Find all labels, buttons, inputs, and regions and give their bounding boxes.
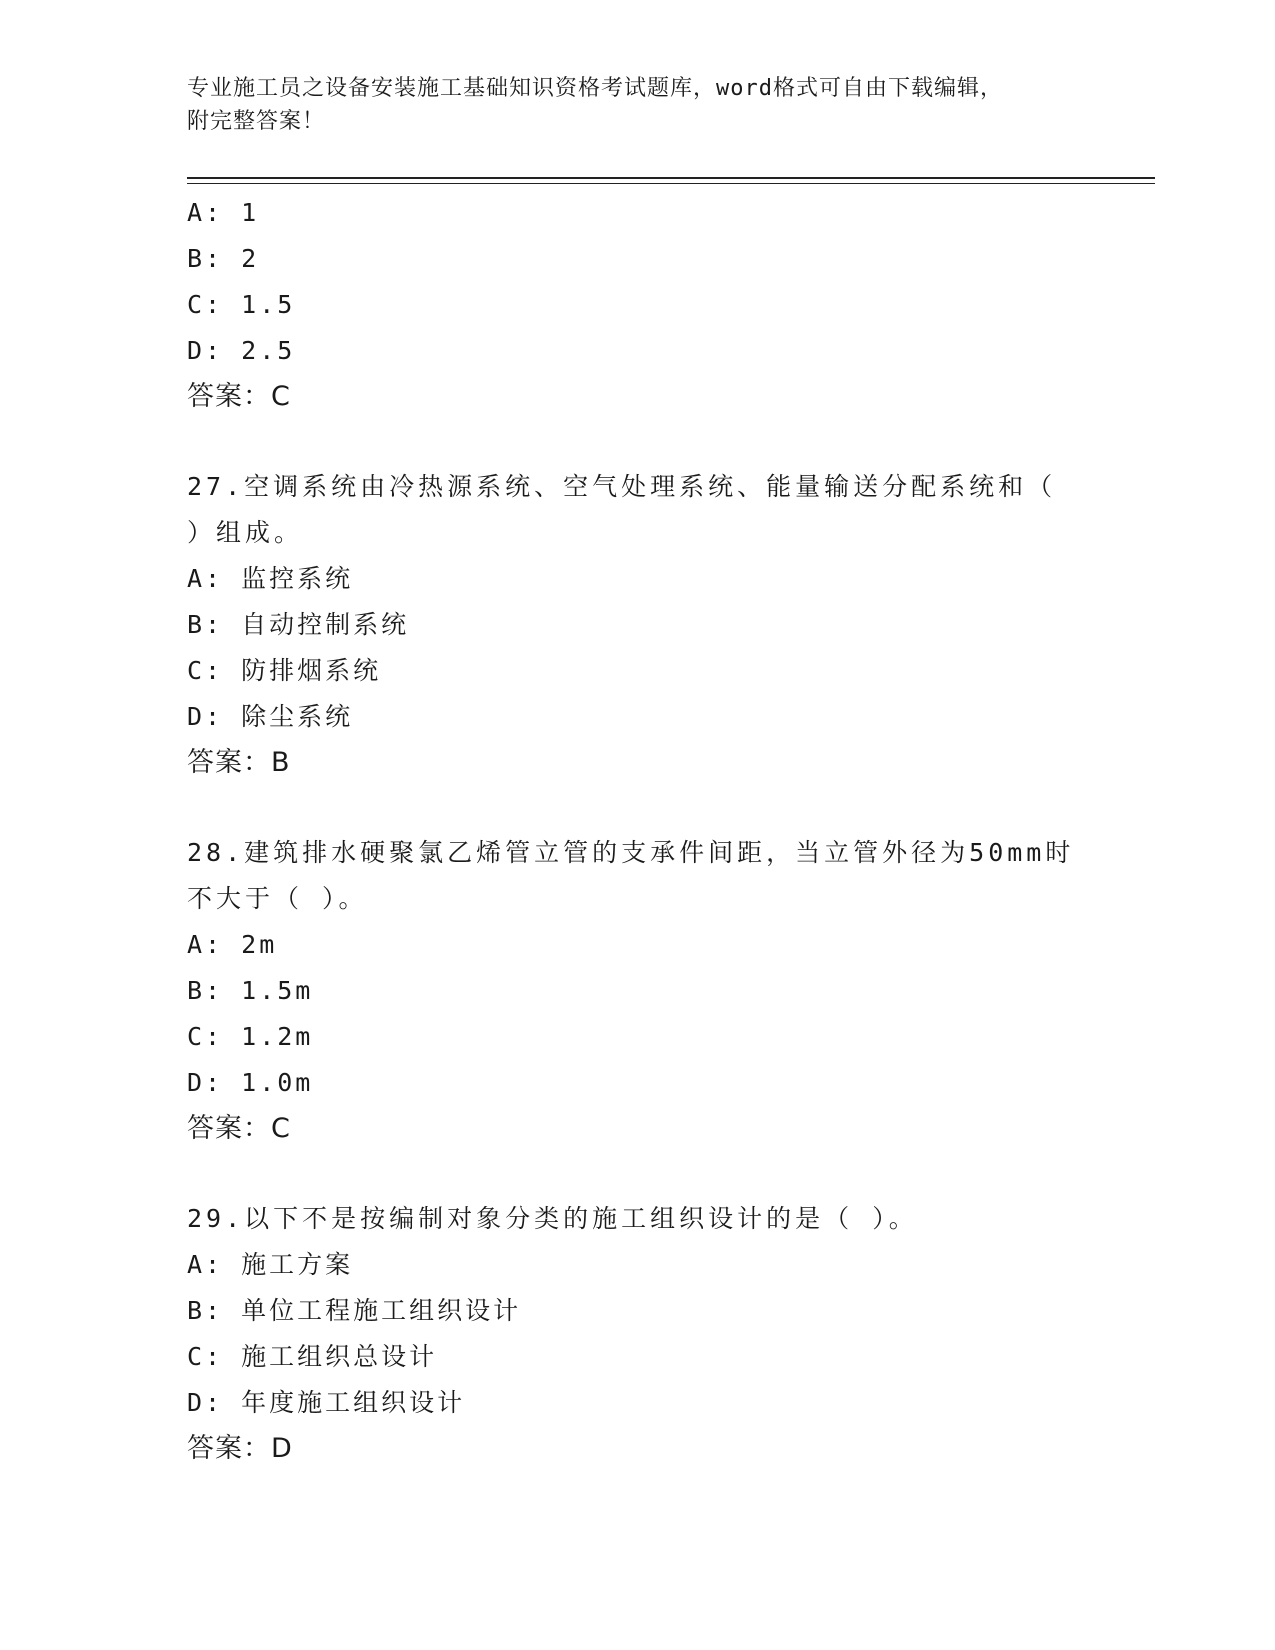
answer-line: 答案：D [187, 1433, 293, 1464]
option-c: C: 1.5 [187, 290, 296, 319]
spacer [187, 786, 1087, 830]
question-block-28 [187, 830, 1087, 1152]
header-divider-thin [187, 183, 1155, 184]
option-a: A: 监控系统 [187, 564, 354, 593]
header-divider-thick [187, 177, 1155, 179]
header-line-2: 附完整答案！ [187, 109, 326, 134]
spacer [187, 1152, 1087, 1196]
question-block-27 [187, 464, 1087, 786]
question-block-26 [187, 190, 1087, 420]
option-c: C: 施工组织总设计 [187, 1342, 438, 1371]
question-stem-continued: 不大于（ ）。 [187, 884, 368, 913]
question-stem: 28.建筑排水硬聚氯乙烯管立管的支承件间距，当立管外径为50mm时 [187, 838, 1075, 867]
document-header [187, 72, 1147, 138]
option-b: B: 2 [187, 244, 260, 273]
option-d: D: 2.5 [187, 336, 296, 365]
answer-line: 答案：C [187, 1113, 291, 1144]
option-d: D: 年度施工组织设计 [187, 1388, 466, 1417]
option-a: A: 1 [187, 198, 260, 227]
spacer [187, 420, 1087, 464]
question-stem: 27.空调系统由冷热源系统、空气处理系统、能量输送分配系统和（ [187, 472, 1057, 501]
option-c: C: 防排烟系统 [187, 656, 382, 685]
question-stem: 29.以下不是按编制对象分类的施工组织设计的是（ ）。 [187, 1204, 918, 1233]
answer-line: 答案：B [187, 747, 291, 778]
option-d: D: 除尘系统 [187, 702, 354, 731]
option-b: B: 自动控制系统 [187, 610, 410, 639]
option-a: A: 2m [187, 930, 278, 959]
header-line-1: 专业施工员之设备安装施工基础知识资格考试题库，word格式可自由下载编辑， [187, 76, 1003, 101]
question-block-29 [187, 1196, 1087, 1472]
question-stem-continued: ）组成。 [187, 518, 304, 547]
answer-line: 答案：C [187, 381, 291, 412]
option-c: C: 1.2m [187, 1022, 314, 1051]
option-a: A: 施工方案 [187, 1250, 354, 1279]
option-b: B: 单位工程施工组织设计 [187, 1296, 522, 1325]
option-b: B: 1.5m [187, 976, 314, 1005]
question-list [187, 190, 1087, 1472]
option-d: D: 1.0m [187, 1068, 314, 1097]
